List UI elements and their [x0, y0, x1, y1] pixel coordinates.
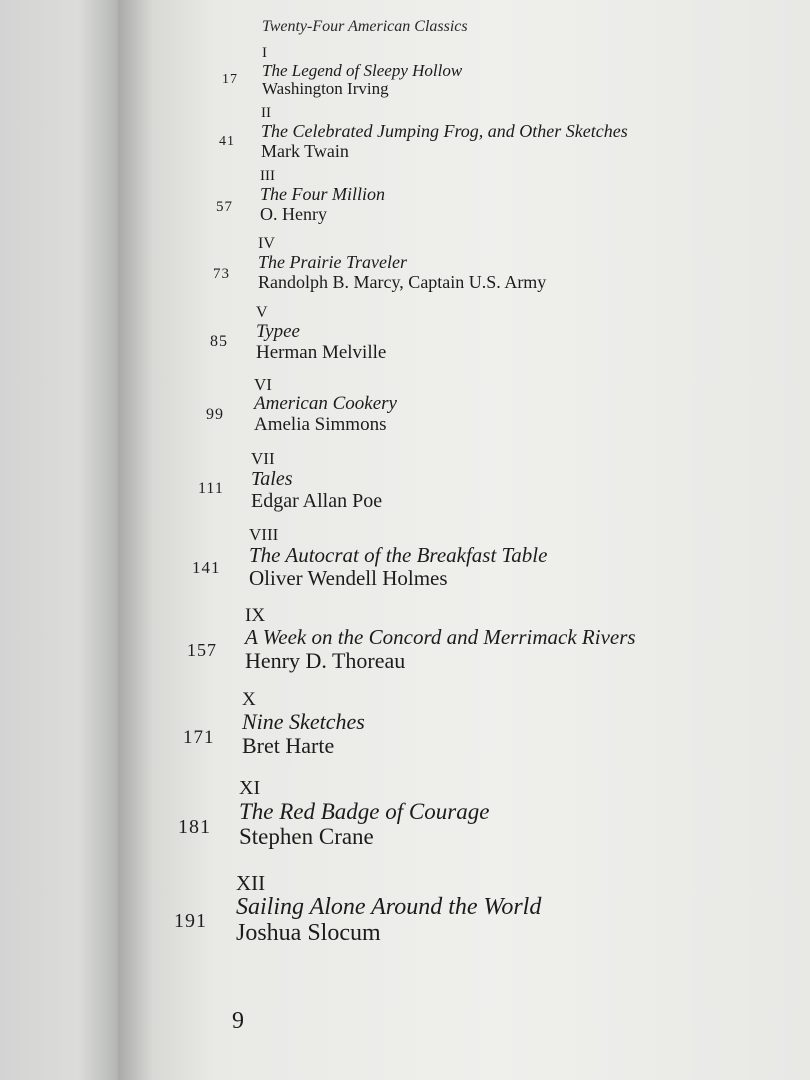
work-title: A Week on the Concord and Merrimack Rivers: [245, 624, 636, 649]
toc-entry-8: [249, 526, 547, 590]
page-number: 191: [174, 910, 207, 932]
author-name: Amelia Simmons: [254, 413, 387, 435]
roman-numeral: IX: [245, 605, 266, 626]
work-title: The Legend of Sleepy Hollow: [262, 60, 463, 80]
toc-entry-3: [260, 169, 385, 224]
roman-numeral: VIII: [249, 525, 279, 544]
work-title: The Four Million: [260, 183, 385, 204]
work-title: Typee: [256, 320, 300, 342]
author-name: Henry D. Thoreau: [245, 648, 406, 674]
work-title: American Cookery: [254, 392, 397, 414]
toc-entry-5: [256, 305, 386, 364]
toc-entry-6: [254, 376, 397, 436]
author-name: Joshua Slocum: [236, 920, 381, 947]
work-title: Tales: [251, 467, 293, 490]
work-title: The Celebrated Jumping Frog, and Other Sketches: [261, 120, 628, 141]
toc-entry-11: [239, 778, 489, 850]
page-number: 85: [210, 333, 228, 350]
page-number: 57: [216, 199, 233, 215]
page-number: 99: [206, 406, 224, 423]
author-name: Randolph B. Marcy, Captain U.S. Army: [258, 271, 547, 292]
page-number: 111: [198, 480, 224, 497]
toc-entry-9: [245, 606, 636, 673]
running-header: Twenty-Four American Classics: [262, 18, 468, 35]
author-name: Washington Irving: [262, 79, 389, 99]
page-number: 73: [213, 266, 230, 282]
author-name: Edgar Allan Poe: [251, 489, 383, 512]
roman-numeral: VI: [254, 375, 272, 394]
author-name: Herman Melville: [256, 341, 387, 363]
roman-numeral: VII: [251, 449, 275, 468]
work-title: Sailing Alone Around the World: [236, 894, 542, 921]
work-title: The Prairie Traveler: [258, 251, 407, 272]
page-number: 17: [222, 72, 238, 87]
page-number: 41: [219, 134, 235, 149]
folio-page-number: 9: [232, 1008, 244, 1034]
roman-numeral: V: [256, 304, 268, 321]
work-title: Nine Sketches: [242, 708, 365, 734]
roman-numeral: IV: [258, 235, 275, 252]
roman-numeral: XI: [239, 777, 261, 799]
toc-entry-2: [261, 106, 628, 161]
roman-numeral: II: [261, 105, 271, 121]
work-title: The Red Badge of Courage: [239, 799, 490, 824]
page-number: 141: [192, 558, 221, 577]
toc-entry-10: [242, 690, 365, 758]
toc-entry-4: [258, 236, 546, 292]
page-number: 171: [183, 727, 215, 748]
author-name: O. Henry: [260, 203, 327, 224]
roman-numeral: III: [260, 168, 275, 184]
page-number: 181: [178, 816, 211, 838]
book-gutter: [0, 0, 130, 1080]
author-name: Oliver Wendell Holmes: [249, 565, 448, 590]
page-number: 157: [187, 640, 217, 660]
toc-entry-7: [251, 450, 382, 512]
author-name: Mark Twain: [261, 140, 349, 161]
roman-numeral: X: [242, 689, 256, 710]
toc-entry-12: [236, 872, 541, 947]
roman-numeral: I: [262, 45, 267, 61]
author-name: Stephen Crane: [239, 824, 374, 850]
work-title: The Autocrat of the Breakfast Table: [249, 542, 548, 567]
author-name: Bret Harte: [242, 733, 335, 759]
toc-entry-1: [262, 46, 462, 99]
roman-numeral: XII: [236, 871, 266, 895]
